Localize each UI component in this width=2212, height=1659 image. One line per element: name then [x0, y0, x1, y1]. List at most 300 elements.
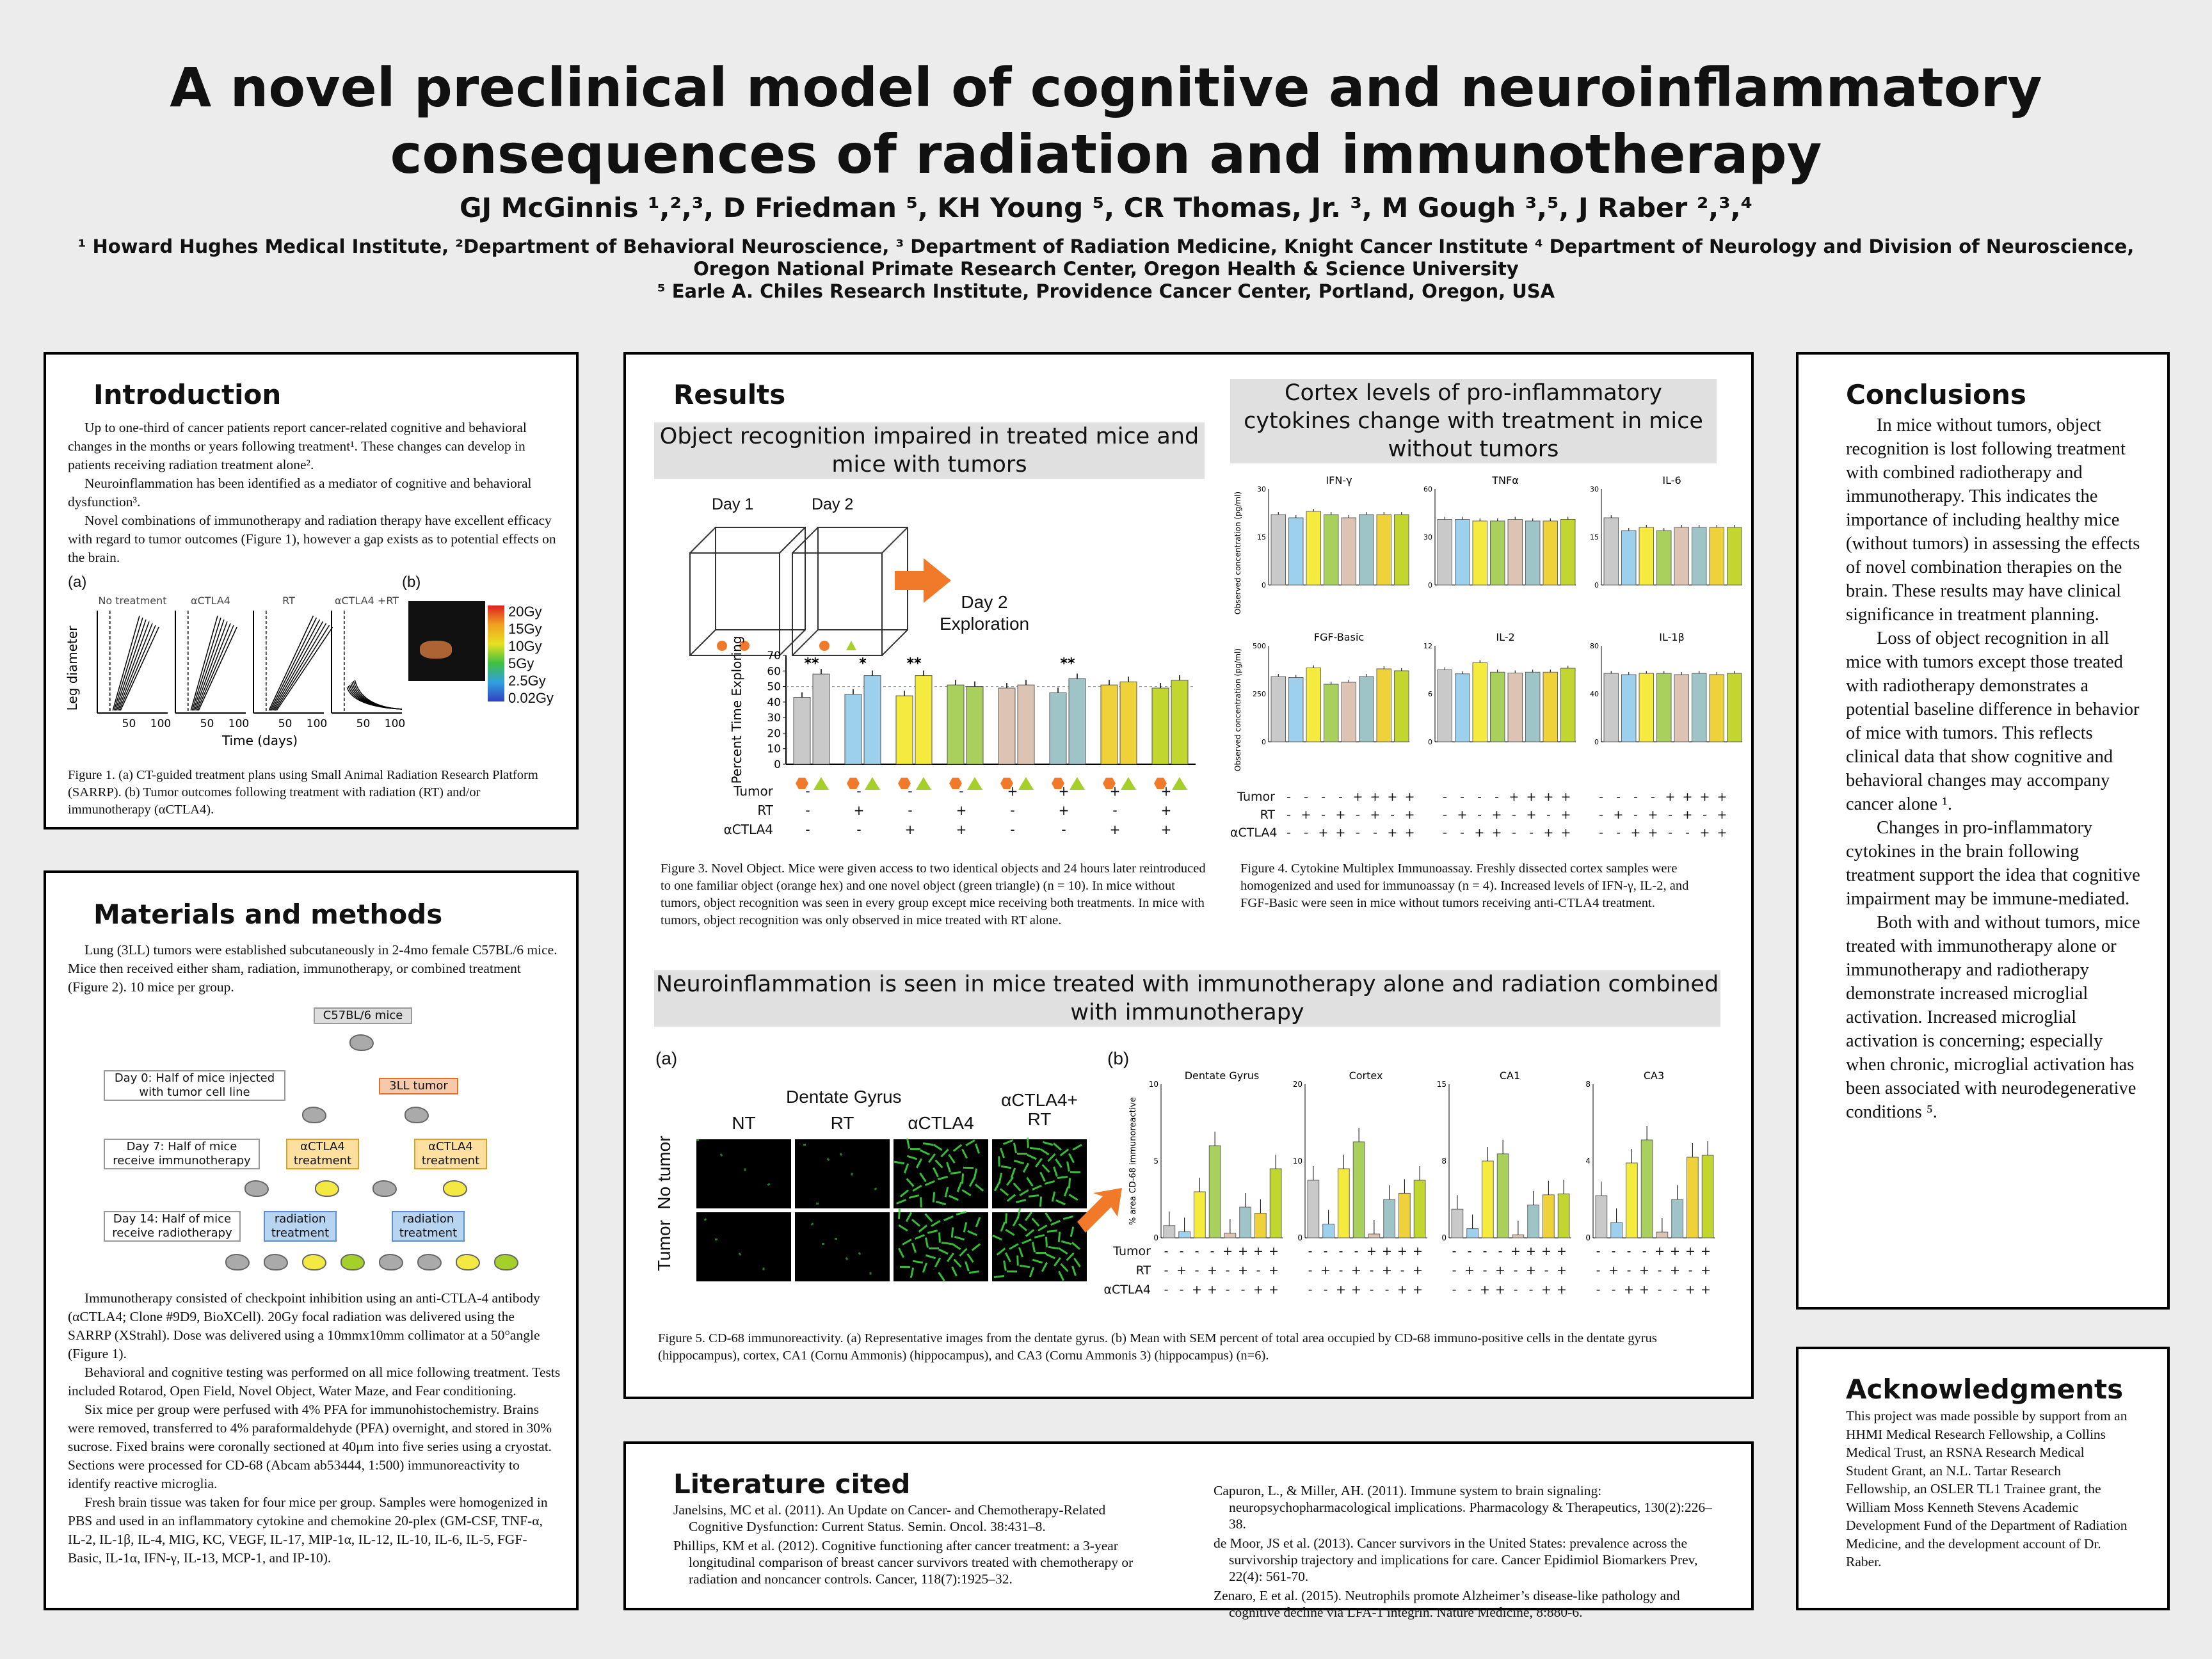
bar [1438, 520, 1452, 586]
bar [1626, 1163, 1638, 1238]
methods-paragraph-1: Lung (3LL) tumors were established subcutaneously in 2-4mo female C57BL/6 mice. Mice then received either sham, radiation, immunotherapy, or combined treatment (Figure 2). 10 mice per group. [68, 942, 557, 995]
microglia-signal [907, 1155, 917, 1160]
microglia-signal [919, 1173, 926, 1182]
tumor-growth-plots [65, 591, 407, 751]
chart-title: FGF-Basic [1313, 631, 1365, 643]
group-row-sign: + [1404, 826, 1415, 840]
fig5-caption: Figure 5. CD-68 immunoreactivity. (a) Representative images from the dentate gyrus. (b) Mean with SEM percent of total area occupied by CD-68 immuno-positive cells in the dentate gyrus (hippocampus), cortex, CA1 (Cornu Ammonis) (hippocampus), and CA3 (Cornu Ammonis 3) (hippocampus) (n=6). [658, 1331, 1657, 1363]
mouse-icon [349, 1034, 374, 1051]
tumor-growth-line [273, 621, 323, 710]
mouse-icon [494, 1254, 518, 1270]
microglia-signal [900, 1189, 909, 1197]
group-row-sign: - [1596, 1283, 1601, 1297]
group-row-sign: + [1541, 1244, 1551, 1258]
bar [1639, 673, 1654, 742]
group-row-label: αCTLA4 [1230, 826, 1278, 840]
group-row-label: αCTLA4 [1103, 1283, 1151, 1297]
group-row-sign: - [1482, 1244, 1487, 1258]
bar [1069, 678, 1086, 764]
group-row-sign: - [1596, 1244, 1601, 1258]
bar [1543, 672, 1558, 742]
mouse-icon [373, 1180, 397, 1197]
micro-row-label: No tumor [654, 1135, 674, 1210]
group-row [1230, 808, 1749, 822]
microglia-signal [1070, 1171, 1080, 1173]
flow-rad-box-1: radiation treatment [264, 1211, 337, 1242]
microglia-signal [954, 1236, 965, 1240]
bar [1672, 1199, 1683, 1238]
microglia-signal [942, 1242, 952, 1245]
group-row-sign: - [1256, 1263, 1261, 1278]
group-row-sign: - [1528, 1283, 1534, 1297]
tumor-growth-line [196, 623, 230, 710]
ylabel: Observed concentration (pg/ml) [1233, 648, 1242, 772]
day2-exploration-label: Day 2 Exploration [940, 592, 1030, 634]
bar [1452, 1209, 1463, 1238]
microglia-signal [803, 1144, 806, 1146]
microglia-signal [966, 1253, 974, 1263]
tick-label: 100 [384, 717, 406, 730]
bar [1101, 685, 1118, 764]
microglia-signal [1014, 1160, 1024, 1165]
bar [1473, 521, 1487, 585]
group-row-sign: - [1240, 1283, 1246, 1297]
group-row-sign: + [1457, 808, 1468, 822]
group-row-sign: + [1647, 808, 1658, 822]
microglia-signal [1043, 1141, 1053, 1146]
microglia-signal [1032, 1242, 1036, 1252]
group-row-sign: - [1633, 790, 1638, 804]
group-row-sign: + [1192, 1283, 1202, 1297]
group-row-label: Tumor [1113, 1244, 1151, 1258]
bar [1482, 1161, 1494, 1238]
sarrp-ct-image [408, 601, 485, 681]
group-row-sign: - [1400, 1263, 1405, 1278]
group-gap [1575, 826, 1592, 840]
flow-ctla-box-1: αCTLA4 treatment [286, 1139, 359, 1169]
group-row-sign: - [1286, 826, 1291, 840]
group-row-sign: + [1560, 790, 1571, 804]
microglia-signal [951, 1267, 958, 1277]
group-row-sign: - [1304, 826, 1308, 840]
bar [1359, 677, 1374, 742]
group-label: RT [282, 595, 295, 607]
microglia-signal [1055, 1158, 1062, 1168]
y-tick-label: 10 [1148, 1080, 1158, 1089]
methods-paragraph-4: Six mice per group were perfused with 4% PFA for immunohistochemistry. Brains were removed, transferred to 4% paraformaldehyde (PFA) overnight, and stored in 30% sucrose. Fixed brains were coronally sectioned at 40μm into five series using a cryostat. Sections were processed for CD-68 (Abcam ab53444, 1:500) immunoreactivity to identify reactive microglia. [68, 1402, 552, 1491]
dose-colorbar [488, 605, 504, 701]
group-row-label: Tumor [1237, 790, 1275, 804]
group-row-sign: + [1526, 808, 1537, 822]
microglia-signal [1005, 1229, 1014, 1236]
dose-labels [508, 603, 554, 707]
group-row-sign: - [1225, 1283, 1230, 1297]
micro-column-label: αCTLA4 [908, 1113, 974, 1133]
group-row-sign: + [1624, 1283, 1634, 1297]
group-row-sign: + [1318, 826, 1329, 840]
bar [1692, 673, 1707, 742]
group-row-sign: - [1286, 790, 1291, 804]
tumor-growth-line [351, 684, 402, 709]
group-row-sign: + [1404, 808, 1415, 822]
microglia-signal [909, 1194, 919, 1199]
microglia-signal [994, 1275, 1004, 1278]
bar [1377, 669, 1391, 742]
microglia-signal [920, 1150, 930, 1155]
group-row-sign: + [1464, 1263, 1475, 1278]
group-row-sign: + [1630, 826, 1641, 840]
group-row-sign: + [1526, 1263, 1536, 1278]
affiliation-line-1: ¹ Howard Hughes Medical Institute, ²Department of Behavioral Neuroscience, ³ Department of Radiation Medicine, Knight Cancer Institute ⁴ Department of Neurology and Division of Neuroscience, [77, 236, 2135, 257]
y-tick-label: 15 [1436, 1080, 1447, 1089]
group-row-sign: + [853, 803, 865, 818]
group-gap [1418, 808, 1436, 822]
y-tick-label: 12 [1423, 642, 1432, 650]
tick-label: 100 [150, 717, 172, 730]
microglia-signal [965, 1139, 975, 1146]
bar [1604, 518, 1619, 585]
group-gap [1281, 1244, 1302, 1258]
microglia-signal [739, 1253, 742, 1256]
conclusions-panel [1796, 352, 2170, 1310]
group-row-sign: + [1335, 826, 1346, 840]
group-row-sign: + [1351, 1263, 1361, 1278]
microglia-signal [963, 1167, 974, 1169]
group-row-sign: + [1109, 822, 1121, 837]
day1-label: Day 1 [712, 495, 754, 513]
bar [1306, 511, 1321, 585]
group-row [1087, 1283, 1735, 1297]
group-row-sign: + [1647, 826, 1658, 840]
group-row-sign: - [1544, 1263, 1549, 1278]
microglia-signal [1060, 1263, 1068, 1272]
microglia-signal [1034, 1234, 1045, 1238]
microglia-signal [1045, 1180, 1055, 1185]
group-row-sign: + [1639, 1283, 1649, 1297]
methods-paragraph-5: Fresh brain tissue was taken for four mice per group. Samples were homogenized in PBS and used in an inflammatory cytokine and chemokine 20-plex (GM-CSF, TNF-α, IL-2, IL-1β, IL-4, MIG, KC, VEGF, IL-17, MIP-1α, IL-12, IL-10, IL-6, IL-5, FGF-Basic, IL-1α, IFN-γ, IL-13, MCP-1, and IP-10). [68, 1495, 548, 1566]
tumor-growth-line [195, 621, 227, 710]
group-row-sign: - [1668, 826, 1672, 840]
bar [1308, 1180, 1319, 1238]
microglia-signal [1026, 1177, 1033, 1187]
group-row-sign: + [1160, 783, 1172, 799]
bar [1164, 1226, 1175, 1238]
bar [1324, 684, 1339, 742]
bar [1639, 527, 1654, 585]
microglia-signal [1025, 1212, 1032, 1221]
group-row-sign: - [1498, 1244, 1503, 1258]
flow-ctla-box-2: αCTLA4 treatment [414, 1139, 487, 1169]
author-list: GJ McGinnis ¹,²,³, D Friedman ⁵, KH Young ⁵, CR Thomas, Jr. ³, M Gough ³,⁵, J Raber ²,³,⁴ [460, 192, 1752, 223]
micro-column-label: αCTLA4+ RT [1001, 1090, 1078, 1129]
tumor-growth-line [191, 616, 218, 710]
group-row-sign: + [1699, 790, 1710, 804]
mouse-icon [302, 1254, 326, 1270]
group-row-sign: + [1335, 808, 1346, 822]
microglia-signal [915, 1234, 925, 1240]
group-row-sign: - [1657, 1283, 1662, 1297]
fig5-label-a: (a) [655, 1048, 678, 1068]
tumor-growth-line [192, 618, 221, 710]
mouse-icon [341, 1254, 365, 1270]
microglia-signal [922, 1262, 927, 1272]
microglia-signal [827, 1158, 830, 1161]
flow-tumor-box: 3LL tumor [379, 1078, 458, 1094]
group-gap [1731, 826, 1749, 840]
group-row-sign: + [1109, 783, 1121, 799]
bar [1558, 1194, 1569, 1238]
bar [1395, 515, 1409, 585]
bar [1497, 1154, 1509, 1238]
group-row-sign: + [1160, 803, 1172, 818]
tumor-growth-line [349, 685, 402, 709]
tick-label: 100 [228, 717, 250, 730]
microglia-signal [951, 1227, 954, 1237]
microglia-signal [1001, 1166, 1011, 1169]
cytokine-charts [1230, 470, 1742, 796]
group-row-sign: + [1655, 1244, 1665, 1258]
microglia-signal [938, 1272, 945, 1281]
group-row-sign: + [1509, 790, 1519, 804]
microglia-signal [911, 1242, 917, 1253]
microglia-signal [898, 1208, 901, 1219]
refs-right-column [1214, 1482, 1713, 1623]
group-row-sign: - [1194, 1263, 1199, 1278]
familiar-object-icon [717, 641, 727, 651]
dose-label: 5Gy [508, 655, 534, 671]
microglia-signal [933, 1167, 939, 1178]
conclusions-heading: Conclusions [1846, 379, 2026, 410]
microglia-signal [946, 1162, 951, 1172]
group-row-sign: - [805, 803, 810, 818]
tumor-growth-line [355, 680, 402, 709]
bar [1674, 527, 1689, 585]
mouse-icon [264, 1254, 288, 1270]
group-row-sign: - [1308, 1244, 1313, 1258]
group-row-sign: - [1112, 803, 1118, 818]
bar [1622, 531, 1637, 585]
bar [1455, 674, 1470, 742]
micro-column-label: NT [732, 1113, 756, 1133]
bar [1727, 673, 1742, 742]
chart-title: TNFα [1492, 474, 1519, 486]
mouse-icon [315, 1180, 339, 1197]
microglia-signal [934, 1160, 943, 1169]
mouse-icon [302, 1107, 326, 1123]
microglia-signal [874, 1187, 878, 1190]
bar [1289, 678, 1304, 742]
bar [1255, 1214, 1267, 1238]
fig5-label-b: (b) [1107, 1048, 1130, 1068]
microglia-signal [953, 1144, 962, 1151]
bar [1710, 675, 1724, 742]
microglia-signal [1003, 1139, 1013, 1145]
bar [1050, 693, 1066, 764]
group-row-sign: - [1513, 1263, 1518, 1278]
microglia-signal [972, 1243, 981, 1251]
group-row-sign: + [1336, 1283, 1346, 1297]
group-row-sign: - [1321, 808, 1326, 822]
group-row-sign: - [1672, 1283, 1678, 1297]
bar [1604, 673, 1619, 742]
bar [813, 674, 830, 764]
methods-paragraph-3: Behavioral and cognitive testing was performed on all mice following treatment. Tests included Rotarod, Open Field, Novel Object, Water Maze, and Fear conditioning. [68, 1365, 561, 1399]
group-row-sign: + [1382, 1244, 1392, 1258]
bar [845, 694, 862, 764]
group-row-sign: + [1207, 1263, 1217, 1278]
group-row-sign: + [1007, 783, 1018, 799]
group-row-sign: + [1387, 826, 1398, 840]
microglia-signal [1023, 1163, 1029, 1173]
group-row-sign: - [1304, 790, 1308, 804]
bar [1240, 1207, 1251, 1238]
group-row-sign: - [805, 783, 810, 799]
group-row-sign: + [1543, 826, 1554, 840]
group-row-sign: + [1682, 790, 1693, 804]
group-row-sign: - [1611, 1283, 1616, 1297]
microglia-signal [1061, 1240, 1071, 1245]
microglia-signal [1072, 1144, 1082, 1151]
group-row-sign: + [1160, 822, 1172, 837]
literature-heading: Literature cited [673, 1468, 911, 1500]
y-tick-label: 0 [1262, 581, 1266, 589]
bar [1491, 672, 1505, 742]
bar [1491, 521, 1505, 585]
reference-item: Capuron, L., & Miller, AH. (2011). Immune system to brain signaling: neuropsychopharmacological implications. Pharmacology & Therapeutics, 130(2):226–38. [1214, 1483, 1712, 1532]
microglia-signal [869, 1272, 871, 1274]
group-row-sign: + [1269, 1244, 1279, 1258]
microglia-signal [767, 1183, 771, 1186]
microglia-signal [910, 1148, 920, 1150]
microglia-signal [969, 1270, 979, 1274]
y-tick-label: 0 [1297, 1233, 1302, 1242]
intro-paragraph-2: Neuroinflammation has been identified as a mediator of cognitive and behavioral dysfunction³. [68, 476, 532, 509]
y-tick-label: 60 [767, 665, 781, 678]
group-row-sign: + [1670, 1244, 1680, 1258]
microglia-signal [900, 1266, 910, 1268]
bar [1414, 1180, 1425, 1238]
group-row-sign: - [1323, 1283, 1328, 1297]
group-row-sign: - [1164, 1244, 1169, 1258]
group-row-sign: - [1513, 1283, 1518, 1297]
mouse-icon [405, 1107, 429, 1123]
mouse-icon [456, 1254, 480, 1270]
bar [1152, 688, 1169, 764]
fig3-caption: Figure 3. Novel Object. Mice were given access to two identical objects and 24 hours later reintroduced to one familiar object (orange hex) and one novel object (green triangle) (n = 10). In mice without tumors, object recognition was seen in every group except mice receiving both treatments. In mice with tumors, object recognition was only observed in mice treated with RT alone. [661, 862, 1206, 927]
group-row-sign: - [1668, 808, 1672, 822]
dose-label: 20Gy [508, 604, 542, 620]
conclusion-paragraph-3: Changes in pro-inflammatory cytokines in the brain following treatment support the idea that cognitive impairment may be immune-mediated. [1846, 818, 2140, 909]
microglia-signal [902, 1238, 911, 1246]
group-row-sign: - [1460, 790, 1464, 804]
microglia-signal [744, 1168, 746, 1171]
group-row-sign: - [1512, 808, 1516, 822]
group-row-sign: - [1460, 826, 1464, 840]
tumor-growth-line [116, 621, 149, 710]
bar [966, 687, 983, 764]
group-row-sign: - [1467, 1244, 1472, 1258]
bar [1342, 518, 1356, 585]
microglia-signal [1045, 1237, 1048, 1247]
group-row-label: RT [757, 803, 773, 818]
significance-label: ** [1060, 655, 1075, 672]
reference-item: de Moor, JS et al. (2013). Cancer survivors in the United States: prevalence across the survivorship trajectory and implications for care. Cancer Epidimiol Biomarkers Prev, 22(4): 561-70. [1214, 1535, 1698, 1584]
bar [1338, 1169, 1350, 1238]
reference-item: Zenaro, E et al. (2015). Neutrophils promote Alzheimer’s disease-like pathology and cognitive decline via LFA-1 integrin. Nature Medicine, 8:880-6. [1214, 1588, 1680, 1620]
microglia-signal [816, 1203, 819, 1205]
microglia-signal [851, 1173, 853, 1175]
bar [1702, 1155, 1713, 1238]
microglia-signal [762, 1267, 764, 1270]
group-row-sign: + [1058, 803, 1070, 818]
microglia-signal [1032, 1218, 1040, 1227]
group-row-sign: + [1701, 1244, 1711, 1258]
acknowledgments-panel [1796, 1347, 2170, 1610]
group-row-sign: - [1651, 790, 1655, 804]
group-row-sign: - [1179, 1244, 1184, 1258]
bar [1399, 1193, 1411, 1238]
group-row-sign: + [1526, 790, 1537, 804]
group-row-sign: + [1253, 1244, 1263, 1258]
group-row-sign: + [1701, 1283, 1711, 1297]
group-row [696, 783, 1192, 799]
group-row-sign: + [1608, 1263, 1619, 1278]
bar [1528, 1205, 1539, 1238]
microglia-signal [965, 1261, 970, 1271]
microglia-signal [1013, 1142, 1017, 1153]
microglia-signal [1058, 1231, 1061, 1242]
microscopy-image [696, 1139, 791, 1208]
group-row-sign: + [1058, 783, 1070, 799]
group-row-sign: - [1338, 790, 1343, 804]
group-row-label: RT [1260, 808, 1275, 822]
microglia-signal [975, 1143, 980, 1153]
bar [998, 688, 1015, 764]
y-tick-label: 60 [1423, 485, 1432, 493]
y-tick-label: 500 [1253, 642, 1266, 650]
microglia-signal [896, 1199, 906, 1205]
conclusion-paragraph-4: Both with and without tumors, mice treated with immunotherapy alone or immunotherapy and radiotherapy demonstrate increased microglial activation. Increased microglial activation is concerning; especially when chronic, microglial activation has been associated with neurodegenerative conditions ⁵. [1846, 913, 2140, 1122]
ylabel: Percent Time Exploring [729, 636, 744, 784]
group-row-sign: - [1384, 1283, 1390, 1297]
microglia-signal [948, 1154, 956, 1164]
group-row-sign: + [1557, 1244, 1567, 1258]
bar [915, 676, 932, 764]
microglia-signal [1063, 1215, 1073, 1220]
microglia-signal [1020, 1265, 1030, 1268]
microglia-signal [1013, 1183, 1022, 1192]
neuroinflammation-title: Neuroinflammation is seen in mice treated with immunotherapy alone and radiation combined with immunotherapy [654, 970, 1720, 1027]
tumor-growth-line [276, 627, 332, 710]
group-gap [1575, 790, 1592, 804]
group-row-sign: + [1670, 1263, 1680, 1278]
group-row-sign: + [1491, 826, 1502, 840]
group-row-sign: + [1238, 1244, 1248, 1258]
experiment-flow-diagram [97, 1007, 545, 1276]
microglia-signal [1005, 1253, 1011, 1263]
y-tick-label: 0 [1594, 581, 1599, 589]
microglia-signal [927, 1230, 938, 1234]
y-tick-label: 80 [1590, 642, 1599, 650]
microscopy-image [795, 1212, 890, 1281]
group-row-sign: + [1253, 1283, 1263, 1297]
chart-title: IFN-γ [1326, 474, 1352, 486]
y-tick-label: 15 [1257, 533, 1266, 541]
mouse-icon [244, 1180, 269, 1197]
bar [1657, 531, 1672, 585]
group-gap [1713, 1263, 1735, 1278]
group-row [1087, 1244, 1735, 1258]
